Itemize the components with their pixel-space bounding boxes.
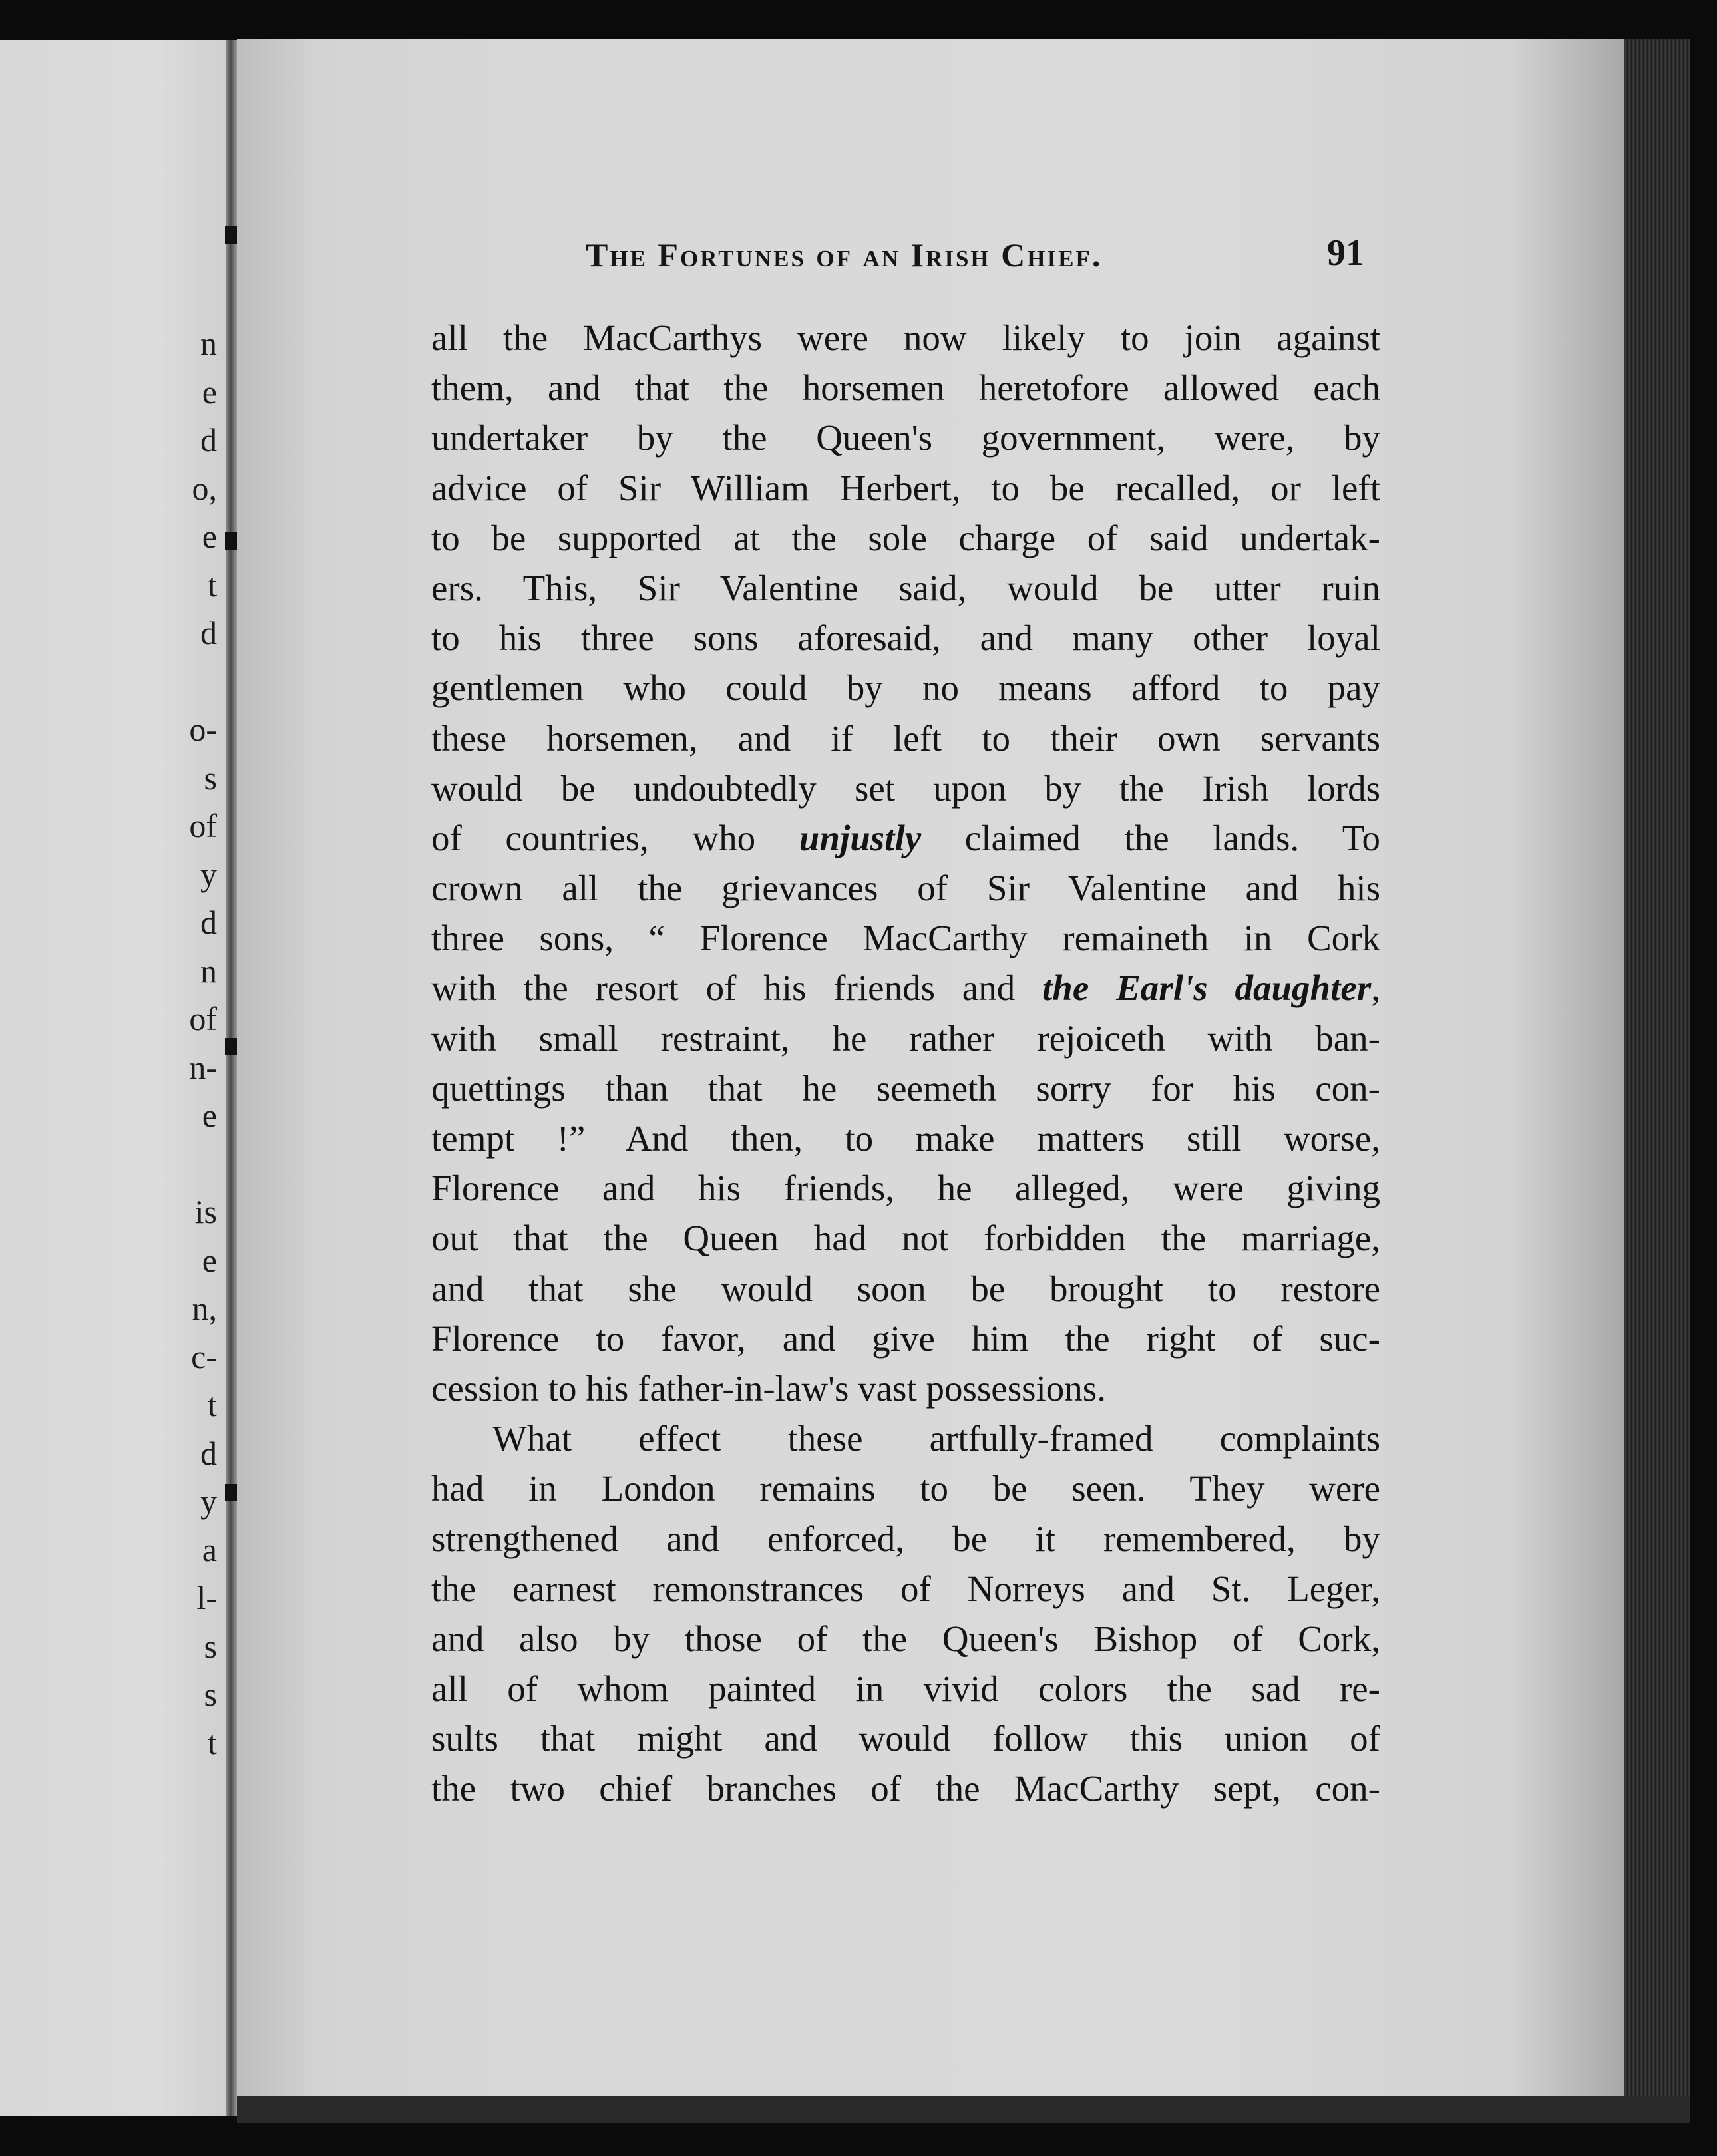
left-page-fragment: o, [192, 469, 217, 507]
left-page-fragment: l- [196, 1579, 217, 1616]
book-page-edges [1624, 39, 1690, 2117]
text-line: tempt !” And then, to make matters still worse, [431, 1118, 1380, 1159]
left-page-fragment: s [204, 1676, 217, 1713]
body-text [431, 313, 1380, 1814]
text-line: all of whom painted in vivid colors the sad re- [431, 1668, 1380, 1709]
binding-mark [225, 532, 237, 550]
text-line: would be undoubtedly set upon by the Irish lords [431, 767, 1380, 808]
left-page-fragment: e [202, 1097, 217, 1134]
left-page-fragment: y [200, 855, 217, 893]
page-header [586, 226, 1371, 286]
left-page-fragment: y [200, 1483, 217, 1520]
text-line: ers. This, Sir Valentine said, would be utter ruin [431, 567, 1380, 608]
text-line: them, and that the horsemen heretofore allowed each [431, 367, 1380, 409]
text-line: to be supported at the sole charge of said undertak- [431, 517, 1380, 558]
text-line: strengthened and enforced, be it remembered, by [431, 1518, 1380, 1559]
left-page-fragment: is [194, 1193, 217, 1230]
text-line: out that the Queen had not forbidden the marriage, [431, 1218, 1380, 1259]
text-segment: , [1371, 968, 1380, 1009]
text-line-with-italic [431, 813, 1380, 863]
text-line: Florence to favor, and give him the right of suc- [431, 1318, 1380, 1359]
binding-mark [225, 1484, 237, 1501]
left-page-fragment: a [202, 1530, 217, 1568]
left-page-fragment: d [200, 421, 217, 458]
left-page-fragment [177, 1140, 217, 1188]
text-line: sults that might and would follow this union of [431, 1718, 1380, 1759]
text-line: the two chief branches of the MacCarthy sept, con- [431, 1768, 1380, 1809]
left-page-fragment: of [189, 1000, 217, 1037]
text-line: gentlemen who could by no means afford to pay [431, 667, 1380, 709]
text-line: undertaker by the Queen's government, were, by [431, 417, 1380, 458]
text-line: had in London remains to be seen. They were [431, 1468, 1380, 1509]
text-segment: of countries, who [431, 817, 799, 858]
left-page-fragment: t [208, 566, 217, 604]
text-line: advice of Sir William Herbert, to be recalled, or left [431, 467, 1380, 508]
left-page-fragment [177, 657, 217, 706]
text-line: all the MacCarthys were now likely to join against [431, 317, 1380, 358]
left-page-fragment: s [204, 1627, 217, 1665]
left-page-fragment: n [200, 952, 217, 989]
page-number: 91 [1327, 232, 1364, 273]
binding-mark [225, 1038, 237, 1055]
left-page-fragment: c- [191, 1338, 217, 1375]
text-line: and that she would soon be brought to restore [431, 1268, 1380, 1309]
text-segment: claimed the lands. To [921, 817, 1380, 858]
left-page-fragment: d [200, 614, 217, 651]
text-line: with small restraint, he rather rejoiceth with ban- [431, 1017, 1380, 1059]
text-line-with-italic [431, 963, 1380, 1013]
running-title: The Fortunes of an Irish Chief. [586, 236, 1103, 273]
italic-emphasis: unjustly [799, 817, 922, 858]
left-page-fragment: e [202, 518, 217, 555]
left-page-fragment: n [200, 325, 217, 362]
left-page-fragment: t [208, 1386, 217, 1423]
left-page-fragment: d [200, 904, 217, 941]
text-line: to his three sons aforesaid, and many other loyal [431, 618, 1380, 659]
paragraph-first-line: What effect these artfully-framed complaints [492, 1418, 1380, 1459]
bottom-shadow [237, 2096, 1690, 2123]
left-page-fragment: t [208, 1723, 217, 1761]
left-page-fragment: of [189, 807, 217, 844]
text-line: quettings than that he seemeth sorry for his con- [431, 1067, 1380, 1109]
text-line: these horsemen, and if left to their own servants [431, 717, 1380, 759]
book-gutter [226, 40, 237, 2116]
left-page-fragment: s [204, 759, 217, 797]
text-line: the earnest remonstrances of Norreys and St. Leger, [431, 1568, 1380, 1609]
left-page-fragment: d [200, 1434, 217, 1472]
text-segment: with the resort of his friends and [431, 968, 1043, 1009]
text-line: crown all the grievances of Sir Valentine and his [431, 868, 1380, 909]
left-page-text-fragments [177, 319, 217, 1767]
left-facing-page [0, 40, 226, 2116]
binding-mark [225, 226, 237, 244]
text-line: cession to his father-in-law's vast possessions. [431, 1367, 1106, 1409]
text-line: Florence and his friends, he alleged, were giving [431, 1168, 1380, 1209]
left-page-fragment: e [202, 373, 217, 411]
left-page-fragment: n- [189, 1048, 217, 1086]
left-page-fragment: n, [192, 1290, 217, 1327]
text-line: three sons, “ Florence MacCarthy remaineth in Cork [431, 918, 1380, 959]
left-page-fragment: o- [189, 711, 217, 748]
text-line: and also by those of the Queen's Bishop of Cork, [431, 1618, 1380, 1659]
left-page-fragment: e [202, 1241, 217, 1279]
italic-emphasis: the Earl's daughter [1042, 968, 1372, 1009]
